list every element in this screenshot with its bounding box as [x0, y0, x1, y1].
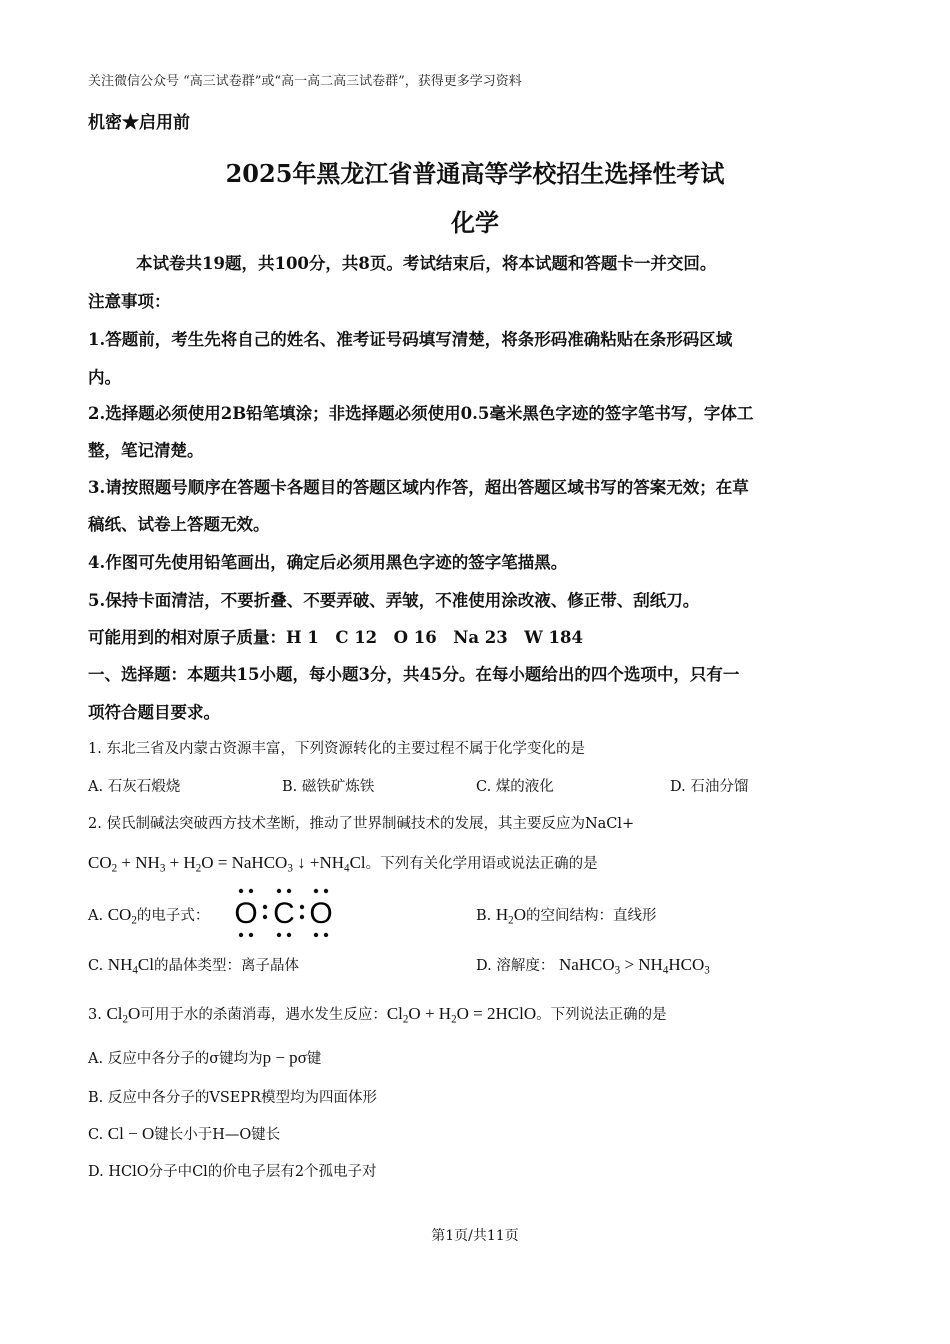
notice-line-4: 整，笔记清楚。	[88, 441, 204, 460]
q2-option-c-text: 的晶体类型：离子晶体	[153, 958, 299, 974]
q3-option-a-prefix: A. 反应中各分子的σ键均为	[88, 1051, 263, 1067]
q3-option-a-suffix: 键	[306, 1051, 322, 1067]
q3-option-c-prefix: C.	[88, 1127, 104, 1143]
q3-stem	[88, 1003, 667, 1024]
atomic-masses: 可能用到的相对原子质量：H 1 C 12 O 16 Na 23 W 184	[88, 628, 583, 647]
notice-line-7: 4.作图可先使用铅笔画出，确定后必须用黑色字迹的签字笔描黑。	[88, 553, 568, 572]
q3-option-b: B. 反应中各分子的VSEPR模型均为四面体形	[88, 1090, 378, 1106]
q2-option-a-text: 的电子式：	[136, 908, 210, 924]
q2-option-b-text: 的空间结构：直线形	[525, 908, 657, 924]
q2-reaction-equation: $CO_2 + NH_3 + H_2O$ = NaHCO$_3$ ↓ $+NH_4Cl$	[88, 853, 366, 875]
q1-stem: 1. 东北三省及内蒙古资源丰富，下列资源转化的主要过程不属于化学变化的是	[88, 741, 585, 757]
lewis-atom-o-right: O	[309, 897, 333, 930]
q3-stem-prefix: 3.	[88, 1007, 102, 1023]
q2-stem-tail: 。下列有关化学用语或说法正确的是	[365, 856, 598, 872]
section-heading-line-1: 一、选择题：本题共15小题，每小题3分，共45分。在每小题给出的四个选项中，只有一	[88, 665, 740, 684]
notice-line-3: 2.选择题必须使用2B铅笔填涂；非选择题必须使用0.5毫米黑色字迹的签字笔书写，字体工	[88, 404, 754, 423]
q2-option-b-formula: $H_2O$	[495, 905, 526, 927]
notice-heading: 注意事项：	[88, 292, 171, 311]
q3-option-a-formula: p − pσ	[262, 1048, 307, 1067]
notice-line-1: 1.答题前，考生先将自己的姓名、准考证号码填写清楚，将条形码准确粘贴在条形码区域	[88, 330, 733, 349]
q2-option-a-prefix: A.	[88, 908, 104, 924]
header-note: 关注微信公众号 “高三试卷群”或“高一高二高三试卷群”，获得更多学习资料	[88, 74, 522, 89]
q3-option-c-suffix: 键长小于H—O键长	[154, 1127, 281, 1143]
q3-stem-mid: 可用于水的杀菌消毒，遇水发生反应：	[140, 1007, 387, 1023]
q2-option-c-prefix: C.	[88, 958, 104, 974]
q1-option-c: C. 煤的液化	[476, 779, 554, 795]
q1-option-a: A. 石灰石煅烧	[88, 779, 181, 795]
q2-option-b-prefix: B.	[476, 908, 492, 924]
q2-option-d-formula: NaHCO$_3$ > $NH_4HCO_3$	[558, 955, 710, 977]
page-footer: 第1页/共11页	[431, 1228, 519, 1244]
lewis-atom-o-left: O	[234, 897, 258, 930]
notice-line-2: 内。	[88, 368, 121, 387]
intro-text: 本试卷共19题，共100分，共8页。考试结束后，将本试题和答题卡一并交回。	[136, 254, 717, 273]
q2-option-a	[88, 904, 209, 925]
co2-lewis-structure	[232, 887, 334, 939]
page-title: 2025年黑龙江省普通高等学校招生选择性考试	[225, 159, 725, 188]
q2-stem-line-2	[88, 852, 598, 873]
q3-stem-tail: 。下列说法正确的是	[536, 1007, 667, 1023]
lewis-atom-c: C	[273, 897, 295, 930]
q2-stem-line-1: 2. 侯氏制碱法突破西方技术垄断，推动了世界制碱技术的发展，其主要反应为NaCl+	[88, 816, 635, 832]
q3-option-c-formula: Cl − O	[107, 1124, 155, 1143]
q2-option-d	[476, 954, 710, 975]
q3-option-d: D. HClO分子中Cl的价电子层有2个孤电子对	[88, 1164, 377, 1180]
subject-title: 化学	[451, 208, 499, 237]
q3-reaction-equation: $Cl_2O + H_2O$ = 2HClO	[386, 1004, 537, 1026]
q1-option-d: D. 石油分馏	[670, 779, 749, 795]
q2-option-a-formula: $CO_2$	[107, 905, 137, 927]
q1-option-b: B. 磁铁矿炼铁	[282, 779, 375, 795]
q2-option-c	[88, 954, 299, 975]
notice-line-8: 5.保持卡面清洁，不要折叠、不要弄破、弄皱，不准使用涂改液、修正带、刮纸刀。	[88, 591, 700, 610]
notice-line-5: 3.请按照题号顺序在答题卡各题目的答题区域内作答，超出答题区域书写的答案无效；在草	[88, 478, 749, 497]
q3-option-a	[88, 1047, 321, 1068]
q3-formula-cl2o: $Cl_2O$	[106, 1004, 141, 1026]
secret-label: 机密★启用前	[88, 113, 190, 133]
q2-option-d-prefix: D. 溶解度：	[476, 958, 555, 974]
notice-line-6: 稿纸、试卷上答题无效。	[88, 515, 270, 534]
q2-option-b	[476, 904, 656, 925]
q3-option-c	[88, 1123, 280, 1144]
section-heading-line-2: 项符合题目要求。	[88, 703, 220, 722]
q2-option-c-formula: $NH_4Cl$	[107, 955, 154, 977]
